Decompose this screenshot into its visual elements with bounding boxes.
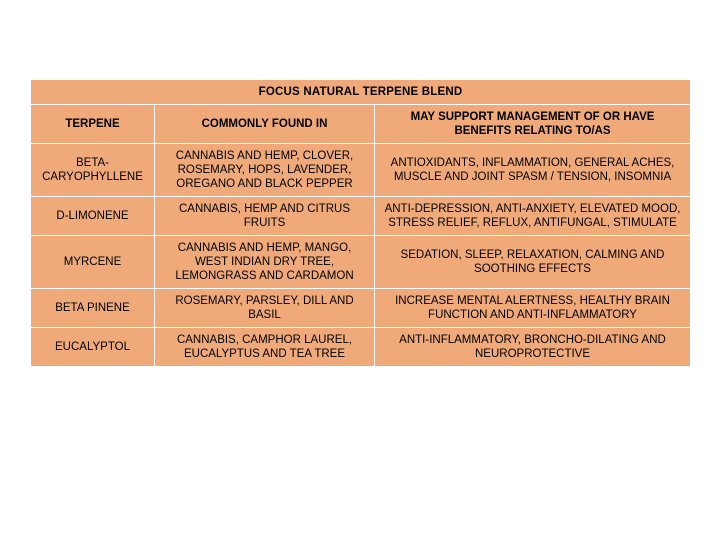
cell-benefits: ANTI-DEPRESSION, ANTI-ANXIETY, ELEVATED MOOD, STRESS RELIEF, REFLUX, ANTIFUNGAL, STIMULATE	[375, 197, 691, 236]
table-row	[31, 144, 691, 197]
column-header-terpene: TERPENE	[31, 105, 155, 144]
cell-benefits: SEDATION, SLEEP, RELAXATION, CALMING AND SOOTHING EFFECTS	[375, 236, 691, 289]
cell-terpene: MYRCENE	[31, 236, 155, 289]
cell-terpene: EUCALYPTOL	[31, 328, 155, 367]
cell-terpene: D-LIMONENE	[31, 197, 155, 236]
cell-found-in: CANNABIS, HEMP AND CITRUS FRUITS	[155, 197, 375, 236]
cell-found-in: ROSEMARY, PARSLEY, DILL AND BASIL	[155, 289, 375, 328]
cell-terpene: BETA-CARYOPHYLLENE	[31, 144, 155, 197]
table-container	[30, 79, 690, 367]
page-title: FOCUS NATURAL TERPENE BLEND	[31, 80, 691, 105]
cell-found-in: CANNABIS AND HEMP, CLOVER, ROSEMARY, HOPS, LAVENDER, OREGANO AND BLACK PEPPER	[155, 144, 375, 197]
table-row	[31, 289, 691, 328]
column-header-commonly-found-in: COMMONLY FOUND IN	[155, 105, 375, 144]
table-title-row	[31, 80, 691, 105]
cell-benefits: ANTIOXIDANTS, INFLAMMATION, GENERAL ACHES, MUSCLE AND JOINT SPASM / TENSION, INSOMNIA	[375, 144, 691, 197]
cell-found-in: CANNABIS AND HEMP, MANGO, WEST INDIAN DRY TREE, LEMONGRASS AND CARDAMON	[155, 236, 375, 289]
cell-benefits: ANTI-INFLAMMATORY, BRONCHO-DILATING AND NEUROPROTECTIVE	[375, 328, 691, 367]
table-row	[31, 328, 691, 367]
cell-benefits: INCREASE MENTAL ALERTNESS, HEALTHY BRAIN FUNCTION AND ANTI-INFLAMMATORY	[375, 289, 691, 328]
column-header-benefits: MAY SUPPORT MANAGEMENT OF OR HAVE BENEFITS RELATING TO/AS	[375, 105, 691, 144]
table-header-row	[31, 105, 691, 144]
table-row	[31, 197, 691, 236]
cell-terpene: BETA PINENE	[31, 289, 155, 328]
terpene-table	[30, 79, 691, 367]
cell-found-in: CANNABIS, CAMPHOR LAUREL, EUCALYPTUS AND TEA TREE	[155, 328, 375, 367]
table-row	[31, 236, 691, 289]
